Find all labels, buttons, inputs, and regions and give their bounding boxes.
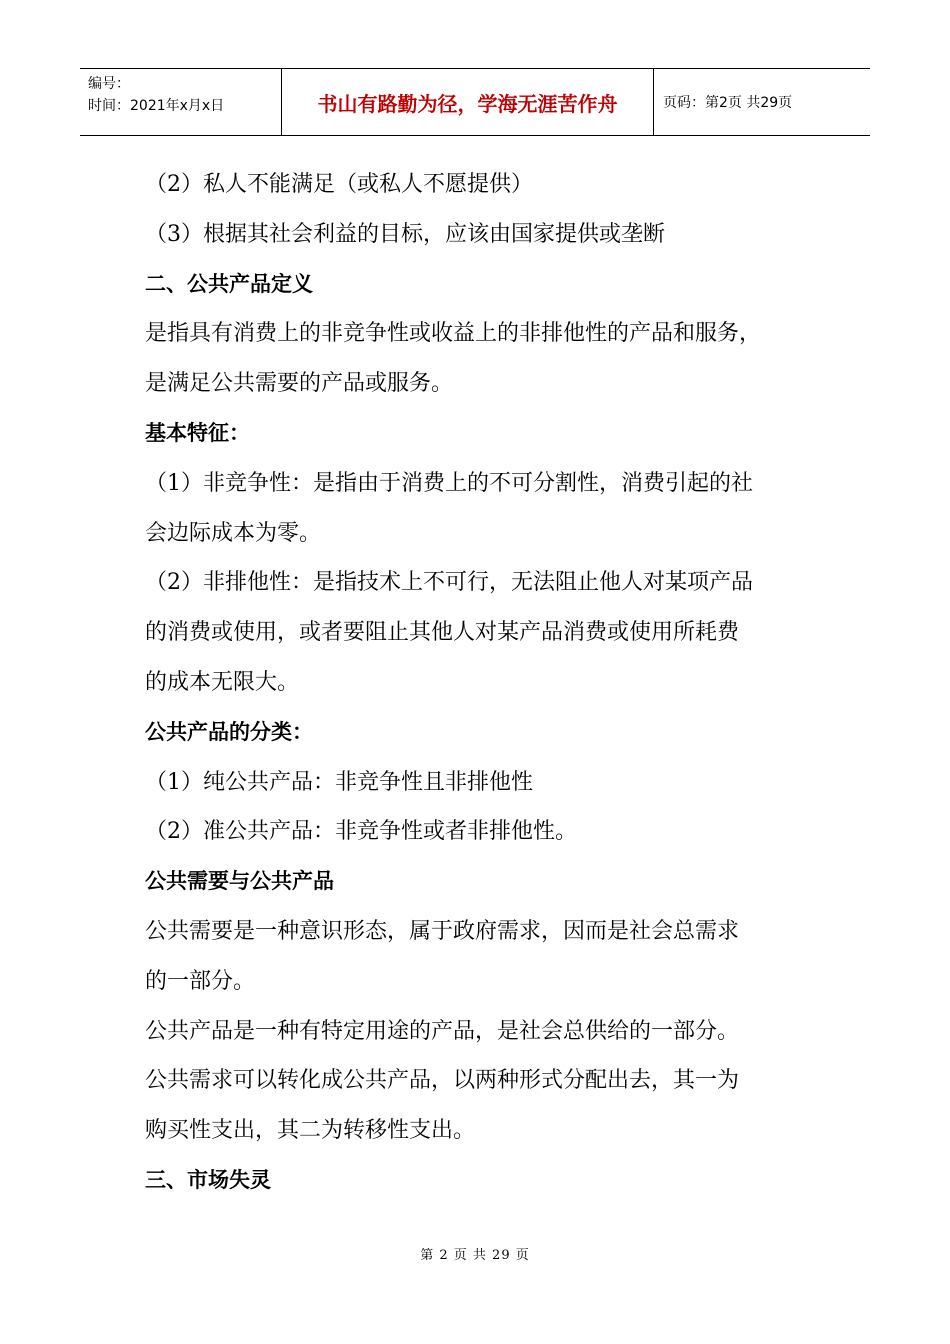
paragraph-line: （3）根据其社会利益的目标，应该由国家提供或垄断	[145, 221, 665, 247]
header-page-cell	[654, 69, 870, 135]
paragraph-line: 公共需求可以转化成公共产品，以两种形式分配出去，其一为	[145, 1068, 740, 1094]
paragraph-line: 公共产品是一种有特定用途的产品，是社会总供给的一部分。	[145, 1018, 740, 1044]
section-heading: 公共产品的分类：	[145, 719, 313, 744]
paragraph-line: 是满足公共需要的产品或服务。	[145, 371, 454, 397]
paragraph-line: 的成本无限大。	[145, 669, 300, 695]
paragraph-line: （2）准公共产品：非竞争性或者非排他性。	[145, 819, 577, 845]
section-heading: 二、公共产品定义	[145, 271, 313, 296]
section-heading: 基本特征：	[145, 420, 250, 445]
page-header	[80, 68, 870, 136]
paragraph-line: （2）非排他性：是指技术上不可行，无法阻止他人对某项产品	[145, 570, 753, 596]
paragraph-line: （1）非竞争性：是指由于消费上的不可分割性，消费引起的社	[145, 470, 753, 496]
page-footer	[0, 1244, 950, 1263]
paragraph-line: 是指具有消费上的非竞争性或收益上的非排他性的产品和服务，	[145, 321, 762, 347]
header-motto-cell	[282, 69, 654, 135]
paragraph-line: 购买性支出，其二为转移性支出。	[145, 1118, 476, 1144]
motto-text: 书山有路勤为径，学海无涯苦作舟	[317, 91, 618, 116]
paragraph-line: （1）纯公共产品：非竞争性且非排他性	[145, 769, 533, 795]
time-label: 时间：2021年x月x日	[88, 98, 225, 114]
document-body	[145, 160, 845, 1206]
paragraph-line: 的消费或使用，或者要阻止其他人对某产品消费或使用所耗费	[145, 620, 740, 646]
section-heading: 公共需要与公共产品	[145, 869, 334, 894]
header-meta-cell	[80, 69, 282, 135]
paragraph-line: （2）私人不能满足（或私人不愿提供）	[145, 172, 533, 197]
number-label: 编号：	[88, 76, 130, 92]
section-heading: 三、市场失灵	[145, 1167, 271, 1192]
footer-page-number: 第 2 页 共 29 页	[420, 1248, 530, 1263]
paragraph-line: 会边际成本为零。	[145, 520, 322, 546]
page-info: 页码：第2页 共29页	[663, 95, 793, 111]
paragraph-line: 的一部分。	[145, 968, 256, 994]
paragraph-line: 公共需要是一种意识形态，属于政府需求，因而是社会总需求	[145, 918, 740, 944]
